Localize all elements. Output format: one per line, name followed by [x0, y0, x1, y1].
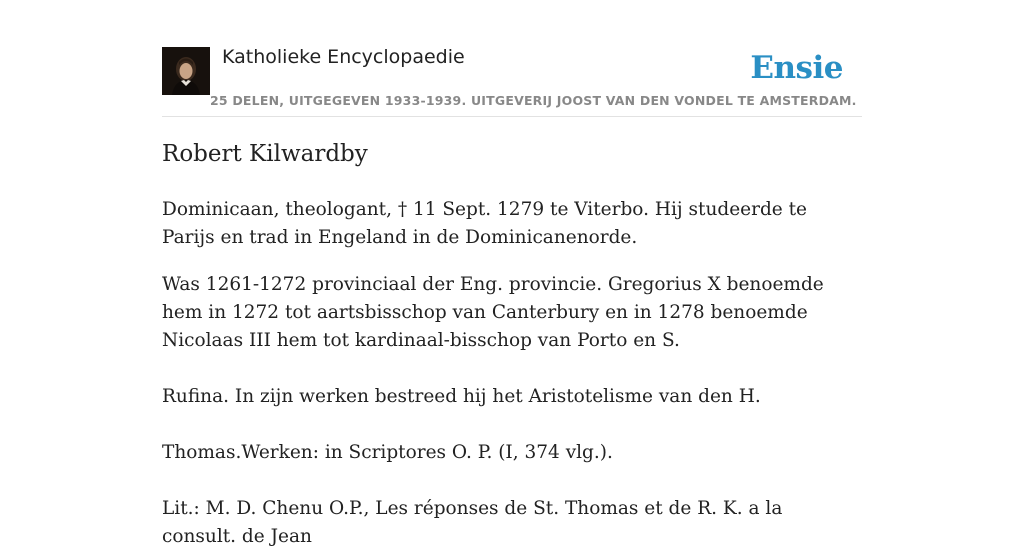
source-subtitle: 25 DELEN, UITGEGEVEN 1933-1939. UITGEVERIJ JOOST VAN DEN VONDEL TE AMSTERDAM.: [210, 93, 857, 108]
article-paragraph: Rufina. In zijn werken bestreed hij het Aristotelisme van den H.: [162, 386, 761, 407]
brand-logo[interactable]: Ensie: [750, 50, 843, 86]
article-paragraph: Lit.: M. D. Chenu O.P., Les réponses de St. Thomas et de R. K. a la consult. de Jean: [162, 498, 783, 547]
source-header: [162, 40, 862, 117]
article-title: Robert Kilwardby: [162, 141, 368, 167]
article-content: [162, 138, 862, 551]
article-paragraph: Dominicaan, theologant, † 11 Sept. 1279 te Viterbo. Hij studeerde te Parijs en trad in Engeland in de Dominicanenorde.: [162, 199, 808, 248]
article-paragraph: Thomas.Werken: in Scriptores O. P. (I, 374 vlg.).: [162, 442, 613, 463]
portrait-icon: [162, 47, 210, 95]
source-avatar[interactable]: [162, 47, 210, 95]
article-paragraph: Was 1261-1272 provinciaal der Eng. provincie. Gregorius X benoemde hem in 1272 tot aartsbisschop van Canterbury en in 1278 benoemde Nicolaas III hem tot kardinaal-bisschop van Porto en S.: [162, 274, 824, 351]
source-title[interactable]: Katholieke Encyclopaedie: [222, 46, 465, 68]
